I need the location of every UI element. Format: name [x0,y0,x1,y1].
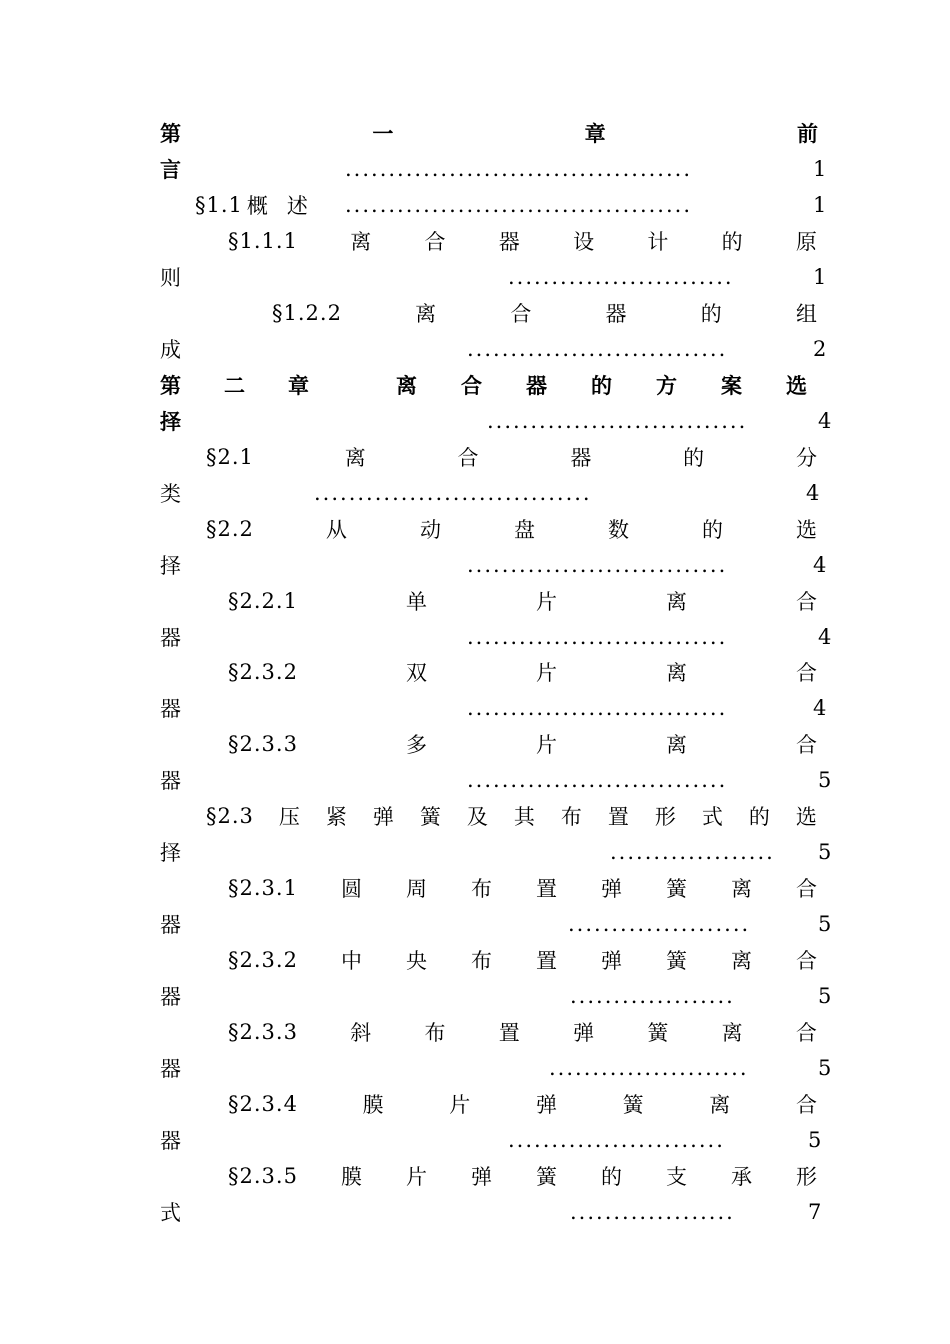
toc-title-char: 合 [461,374,482,398]
toc-entry-2-2[interactable] [206,513,818,545]
toc-title-char: 式 [701,805,724,829]
toc-title-tail: 器 [160,985,181,1009]
toc-title-char: 的 [721,230,744,254]
toc-title-char: 概 [246,194,269,218]
toc-title-char: 离 [730,949,753,973]
toc-number: 第 [160,374,181,398]
toc-leader-dots: .............................. [467,625,728,649]
toc-entry-2-3[interactable] [206,800,818,832]
toc-page-number: 4 [806,481,820,505]
toc-page-number: 5 [818,840,832,864]
toc-title-char: 簧 [647,1021,670,1045]
toc-title-char: 片 [535,733,558,757]
toc-title-char: 动 [419,518,442,542]
toc-number: §2.3.2 [228,660,298,684]
toc-title-char: 簧 [665,949,688,973]
toc-title-char: 中 [340,949,363,973]
toc-title-char: 膜 [362,1093,385,1117]
toc-title-tail: 式 [160,1201,181,1225]
toc-entry-2-1[interactable] [206,441,818,473]
toc-title-char: 合 [457,446,480,470]
toc-title-char: 离 [415,302,438,326]
toc-title-char: 布 [470,877,493,901]
toc-title-char: 的 [683,446,706,470]
toc-title-char: 述 [286,194,309,218]
toc-title-char: 形 [654,805,677,829]
toc-title-char: 计 [647,230,670,254]
toc-title-char: 器 [570,446,593,470]
toc-title-char: 的 [600,1165,623,1189]
toc-title-char: 原 [795,230,818,254]
toc-title-char: 压 [278,805,301,829]
toc-title-char: 形 [795,1165,818,1189]
toc-number: §2.3.1 [228,876,298,900]
toc-page-number: 5 [818,912,832,936]
toc-title-char: 合 [424,230,447,254]
toc-title-char: 斜 [350,1021,373,1045]
toc-number: §1.1.1 [228,229,298,253]
toc-number: 第 [160,122,181,146]
toc-title-char: 承 [730,1165,753,1189]
toc-leader-dots: .............................. [467,553,728,577]
toc-title-tail: 器 [160,1057,181,1081]
toc-title-char: 组 [795,302,818,326]
toc-leader-dots: .............................. [467,337,728,361]
toc-title-char: 圆 [340,877,363,901]
toc-entry-2-3-2-central[interactable] [228,944,818,976]
toc-title-char: 案 [721,374,742,398]
toc-page-number: 1 [813,193,827,217]
toc-leader-dots: .............................. [487,409,748,433]
toc-title-char: 离 [709,1093,732,1117]
toc-page-number: 4 [813,696,827,720]
toc-title-char: 置 [535,877,558,901]
toc-entry-2-3-3-inclined[interactable] [228,1016,818,1048]
toc-number: §2.3.5 [228,1164,298,1188]
toc-title-tail: 则 [160,266,181,290]
toc-number: §2.1 [206,445,254,469]
toc-title-char: 离 [344,446,367,470]
toc-title-char: 弹 [535,1093,558,1117]
toc-number: §1.1 [195,193,243,217]
toc-title-char: 簧 [622,1093,645,1117]
toc-title-char: 离 [350,230,373,254]
toc-entry-1-1-1[interactable] [228,225,818,257]
toc-title-char: 周 [405,877,428,901]
toc-entry-chapter-1[interactable] [160,117,818,149]
toc-leader-dots: .......................... [508,265,734,289]
toc-number: §1.2.2 [272,301,342,325]
toc-title-tail: 言 [160,158,181,182]
toc-title-char: 离 [396,374,417,398]
toc-number: §2.3.3 [228,1020,298,1044]
toc-title-char: 离 [665,733,688,757]
toc-title-char: 弹 [573,1021,596,1045]
toc-title-tail: 器 [160,913,181,937]
toc-title-tail: 器 [160,697,181,721]
toc-title-char: 选 [796,518,818,542]
toc-title-char: 合 [796,733,818,757]
toc-title-char: 数 [607,518,630,542]
toc-title-tail: 成 [160,338,181,362]
toc-title-char: 器 [605,302,628,326]
toc-title-char: 合 [796,661,818,685]
toc-title-char: 置 [535,949,558,973]
toc-title-char: 离 [665,661,688,685]
toc-title-tail: 器 [160,769,181,793]
toc-title-char: 片 [535,590,558,614]
toc-title-char: 从 [325,518,348,542]
toc-title-char: 离 [665,590,688,614]
toc-title-char: 器 [498,230,521,254]
toc-title-char: 其 [513,805,536,829]
toc-title-char: 设 [573,230,596,254]
toc-leader-dots: ....................... [549,1056,749,1080]
toc-title-tail: 择 [160,410,181,434]
toc-title-char: 置 [607,805,630,829]
toc-title-char: 离 [730,877,753,901]
toc-leader-dots: .............................. [467,768,728,792]
toc-title-char: 离 [721,1021,744,1045]
toc-leader-dots: .............................. [467,696,728,720]
toc-entry-2-2-1[interactable] [228,585,818,617]
toc-title-char: 器 [526,374,547,398]
toc-title-char: 章 [584,122,606,146]
toc-title-char: 二 [224,374,245,398]
toc-entry-chapter-2[interactable] [160,369,818,401]
toc-page-number: 5 [818,984,832,1008]
toc-title-char: 合 [510,302,533,326]
toc-page-number: 2 [813,337,827,361]
toc-title-tail: 择 [160,841,181,865]
toc-leader-dots: ................................ [314,481,592,505]
toc-entry-2-3-1[interactable] [228,872,818,904]
toc-page-number: 1 [813,265,827,289]
toc-page-number: 5 [818,1056,832,1080]
toc-title-char: 合 [795,1021,818,1045]
toc-entry-2-3-2-double[interactable] [228,656,818,688]
toc-title-char: 及 [466,805,489,829]
toc-title-char: 布 [560,805,583,829]
toc-title-char: 前 [796,122,818,146]
toc-number: §2.3.4 [228,1092,298,1116]
toc-title-char: 合 [795,949,818,973]
toc-entry-2-3-4[interactable] [228,1088,818,1120]
toc-title-char: 央 [405,949,428,973]
toc-title-char: 选 [786,374,807,398]
toc-title-char: 合 [795,1093,818,1117]
toc-title-char: 选 [795,805,818,829]
toc-title-char: 布 [424,1021,447,1045]
toc-title-char: 支 [665,1165,688,1189]
toc-title-char: 片 [405,1165,428,1189]
toc-number: §2.3 [206,804,254,828]
toc-title-char: 多 [405,733,428,757]
toc-title-char: 合 [795,877,818,901]
toc-title-char: 布 [470,949,493,973]
toc-title-char: 置 [498,1021,521,1045]
toc-title-char: 弹 [600,949,623,973]
toc-title-char: 盘 [513,518,536,542]
toc-number: §2.3.3 [228,732,298,756]
toc-leader-dots: ........................................ [345,157,693,181]
toc-title-char: 单 [405,590,428,614]
toc-leader-dots: ........................................ [345,193,693,217]
toc-page-number: 1 [813,157,827,181]
toc-title-char: 片 [449,1093,472,1117]
toc-title-char: 的 [700,302,723,326]
toc-title-char: 一 [372,122,394,146]
toc-entry-1-1[interactable] [195,189,309,221]
toc-entry-1-2-2[interactable] [272,297,818,329]
toc-title-char: 簧 [535,1165,558,1189]
toc-page-number: 5 [818,768,832,792]
toc-title-char: 的 [748,805,771,829]
toc-entry-2-3-5[interactable] [228,1160,818,1192]
toc-title-tail: 择 [160,554,181,578]
toc-title-char: 合 [796,590,818,614]
toc-leader-dots: ......................... [508,1128,725,1152]
toc-title-char: 紧 [325,805,348,829]
toc-title-char: 分 [795,446,818,470]
toc-page-number: 4 [818,625,832,649]
toc-title-tail: 类 [160,482,181,506]
toc-number: §2.3.2 [228,948,298,972]
toc-title-char: 章 [288,374,309,398]
toc-leader-dots: ................... [570,984,735,1008]
toc-title-char: 双 [405,661,428,685]
toc-leader-dots: ..................... [568,912,751,936]
toc-title-char: 的 [701,518,724,542]
toc-leader-dots: ................... [570,1200,735,1224]
toc-page-number: 5 [808,1128,822,1152]
toc-title-char: 弹 [372,805,395,829]
toc-page-number: 4 [813,553,827,577]
toc-entry-2-3-3-multi[interactable] [228,728,818,760]
toc-number: §2.2.1 [228,589,298,613]
toc-title-char: 簧 [419,805,442,829]
toc-page-number: 7 [808,1200,822,1224]
toc-title-char: 方 [656,374,677,398]
toc-title-char: 弹 [470,1165,493,1189]
toc-title-char: 弹 [600,877,623,901]
toc-title-char: 的 [591,374,612,398]
toc-title-char: 簧 [665,877,688,901]
toc-leader-dots: ................... [610,840,775,864]
toc-title-tail: 器 [160,1129,181,1153]
toc-page-number: 4 [818,409,832,433]
toc-number: §2.2 [206,517,254,541]
toc-title-char: 膜 [340,1165,363,1189]
toc-title-char: 片 [535,661,558,685]
toc-title-tail: 器 [160,626,181,650]
